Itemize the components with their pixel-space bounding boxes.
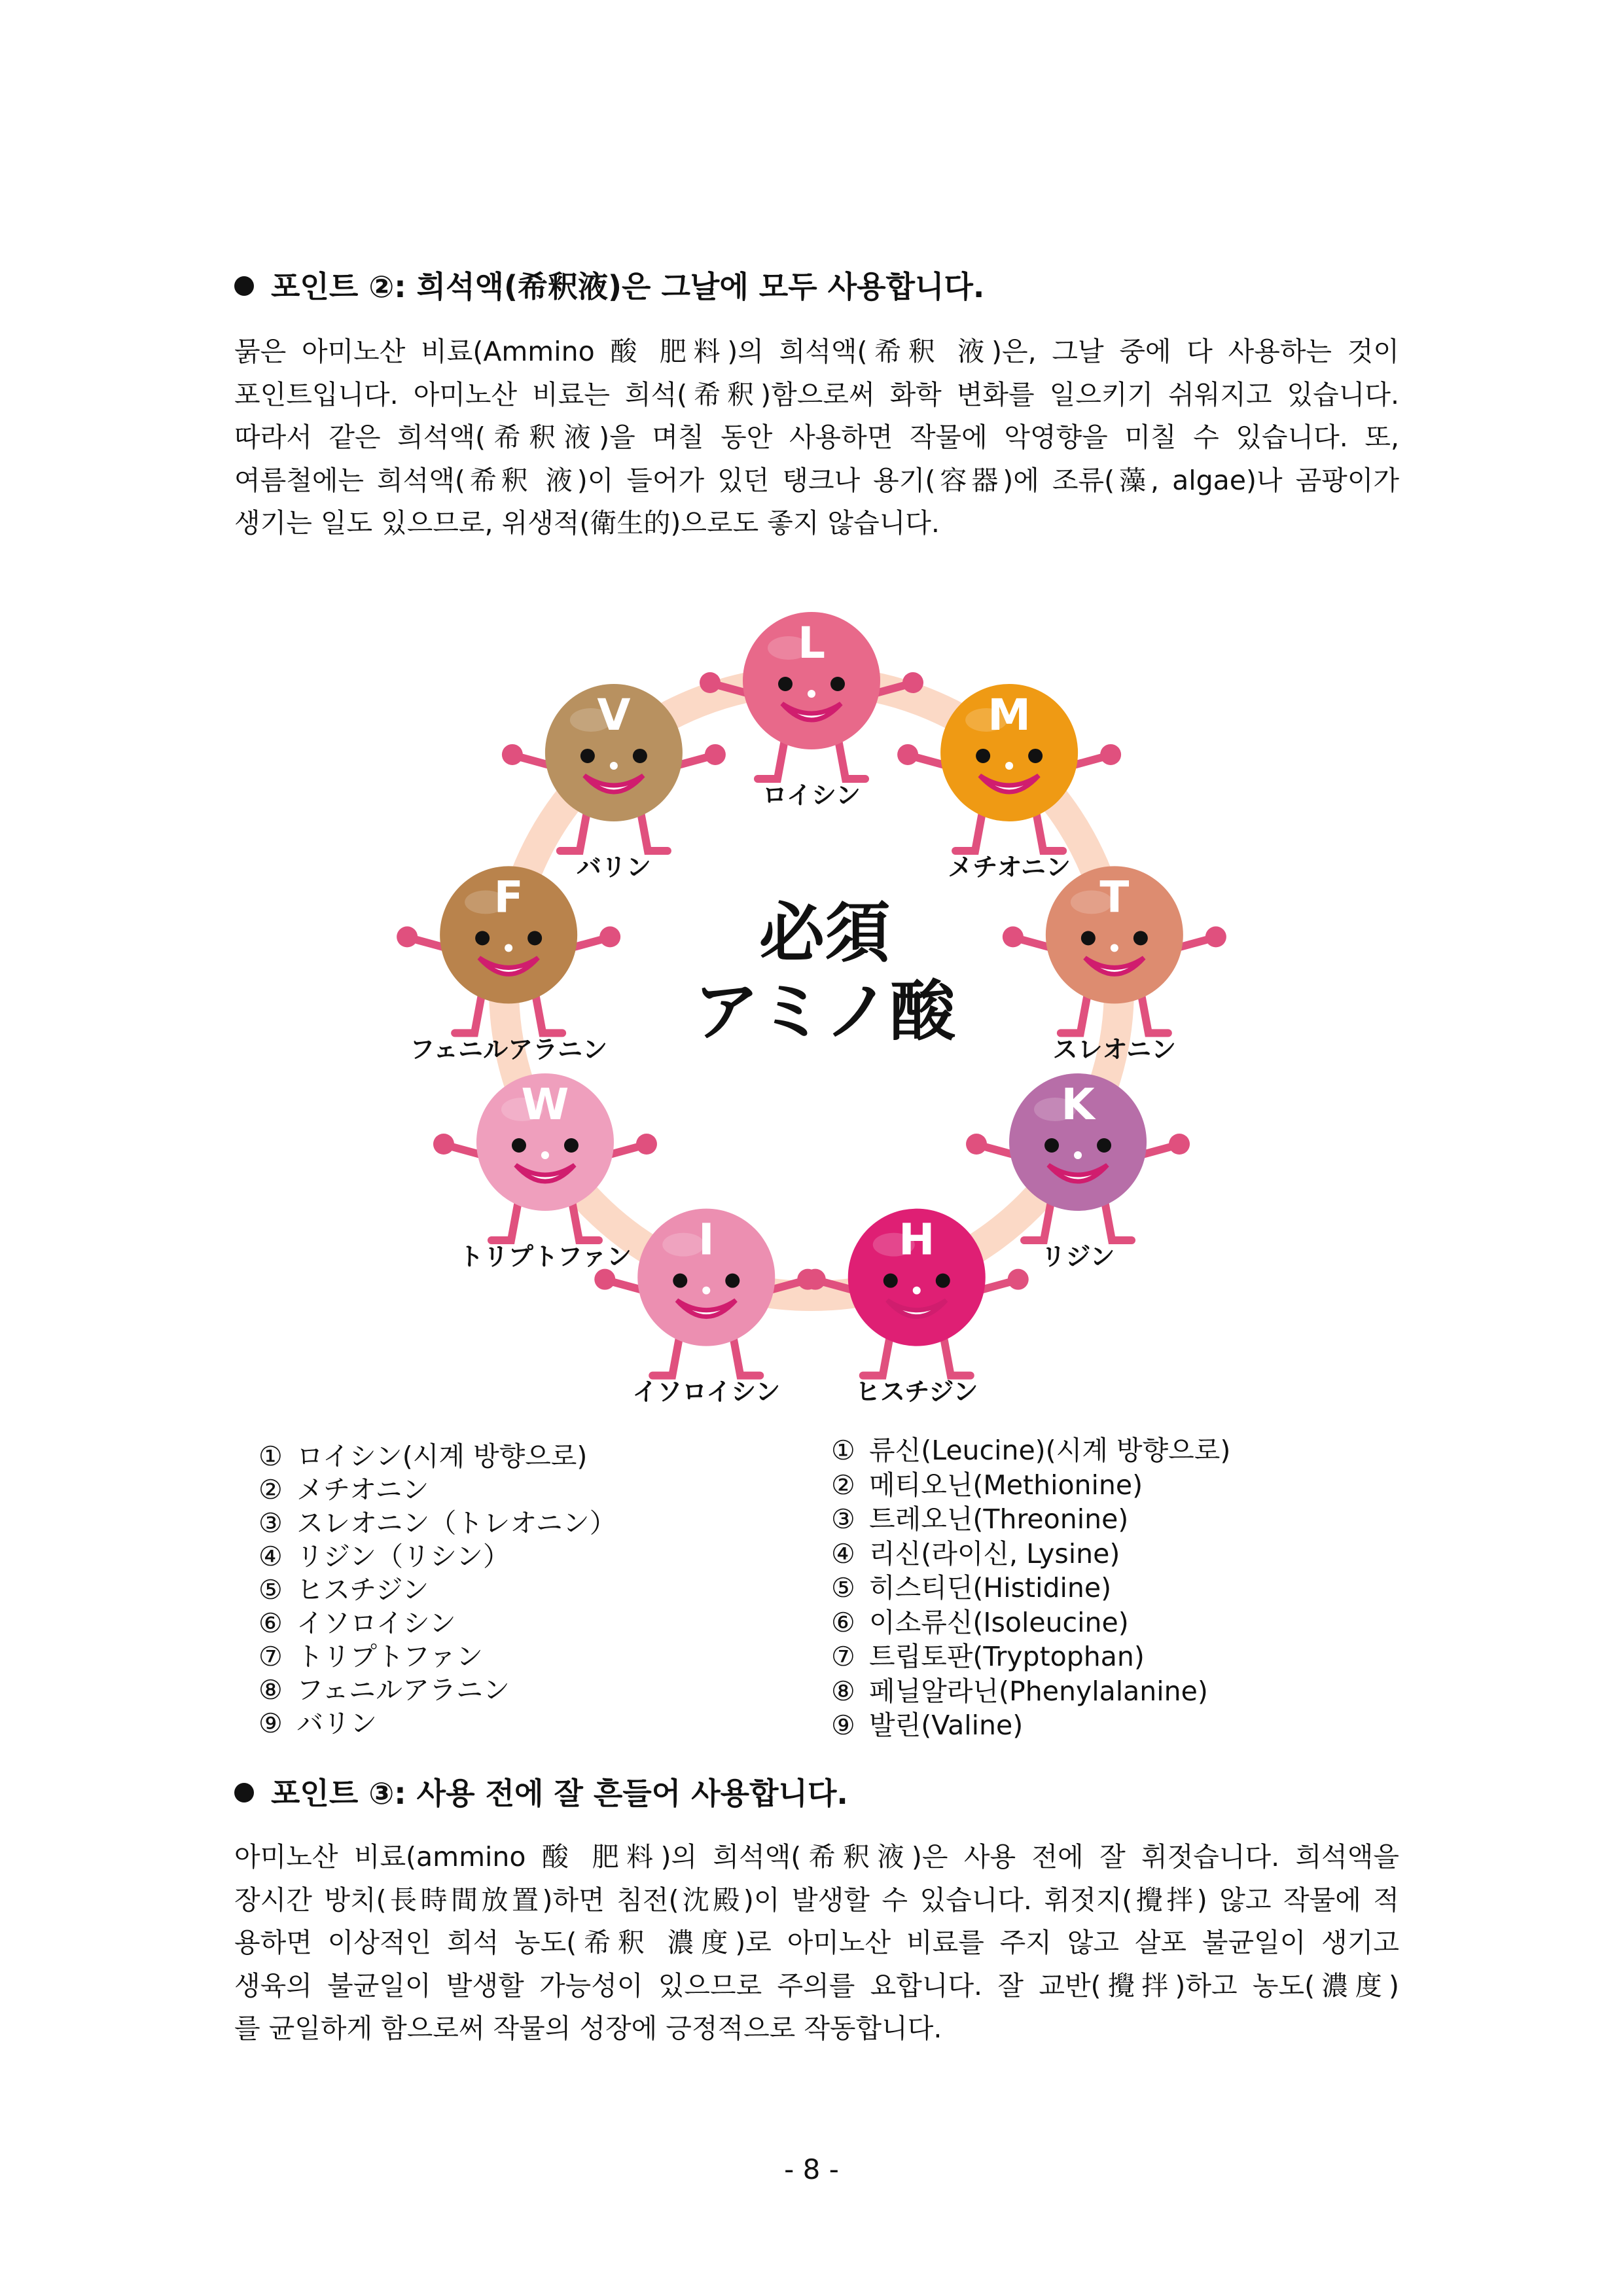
paragraph-line: 포인트입니다. 아미노산 비료는 희석(希釈)함으로써 화학 변화를 일으키기 쉬워지고 있습니다. bbox=[234, 378, 1399, 410]
paragraph-line: 용하면 이상적인 희석 농도(希釈 濃度)로 아미노산 비료를 주지 않고 살포 불균일이 생기고 bbox=[234, 1927, 1399, 1958]
nose bbox=[808, 690, 815, 698]
left-hand bbox=[897, 744, 918, 765]
amino-letter: I bbox=[698, 1214, 715, 1265]
left-leg bbox=[1061, 990, 1088, 1033]
left-hand bbox=[594, 1269, 615, 1290]
right-leg bbox=[943, 1333, 971, 1376]
bullet-icon bbox=[234, 1783, 254, 1803]
right-eye bbox=[936, 1274, 950, 1288]
amino-character-l bbox=[700, 612, 923, 810]
paragraph-line: 여름철에는 희석액(希釈 液)이 들어가 있던 탱크나 용기(容器)에 조류(藻, algae)나 곰팡이가 bbox=[234, 464, 1399, 496]
right-leg bbox=[838, 736, 865, 779]
paragraph-line: 생육의 불균일이 발생할 가능성이 있으므로 주의를 요합니다. 잘 교반(攪拌)하고 농도(濃度) bbox=[234, 1969, 1399, 2001]
right-hand bbox=[797, 1269, 818, 1290]
point-3-paragraph bbox=[234, 1836, 1399, 2051]
nose bbox=[505, 944, 512, 952]
right-hand bbox=[636, 1134, 657, 1155]
amino-name-label: リジン bbox=[1041, 1242, 1115, 1271]
list-item: ① ロイシン(시계 방향으로) bbox=[259, 1441, 588, 1472]
amino-letter: V bbox=[597, 689, 631, 740]
list-item: ⑧ フェニルアラニン bbox=[259, 1674, 510, 1706]
list-item: ⑥ 이소류신(Isoleucine) bbox=[831, 1606, 1129, 1638]
left-eye bbox=[475, 931, 490, 945]
right-eye bbox=[830, 677, 845, 691]
right-eye bbox=[1097, 1138, 1111, 1153]
section-heading-point-2 bbox=[234, 267, 984, 306]
japanese-amino-list bbox=[259, 1440, 616, 1740]
right-eye bbox=[1028, 749, 1043, 763]
right-eye bbox=[564, 1138, 579, 1153]
amino-letter: K bbox=[1061, 1079, 1095, 1130]
paragraph-line: 아미노산 비료(ammino 酸 肥料)의 희석액(希釈液)은 사용 전에 잘 휘젓습니다. 희석액을 bbox=[234, 1841, 1399, 1873]
section-heading-text: 포인트 ③: 사용 전에 잘 흔들어 사용합니다. bbox=[271, 1776, 848, 1811]
right-hand bbox=[902, 672, 923, 693]
nose bbox=[1074, 1151, 1082, 1159]
amino-name-label: ロイシン bbox=[762, 781, 861, 810]
bullet-icon bbox=[234, 276, 254, 296]
list-item: ⑦ 트립토판(Tryptophan) bbox=[831, 1641, 1145, 1672]
right-hand bbox=[1169, 1134, 1190, 1155]
paragraph-line: 장시간 방치(長時間放置)하면 침전(沈殿)이 발생할 수 있습니다. 휘젓지(攪拌) 않고 작물에 적 bbox=[234, 1884, 1399, 1916]
point-2-paragraph bbox=[234, 331, 1399, 545]
korean-amino-list bbox=[831, 1433, 1230, 1743]
list-item: ④ 리신(라이신, Lysine) bbox=[831, 1537, 1120, 1570]
left-hand bbox=[966, 1134, 987, 1155]
list-item: ② メチオニン bbox=[259, 1474, 429, 1505]
left-leg bbox=[652, 1333, 680, 1376]
essential-amino-acids-figure bbox=[366, 563, 1257, 1433]
left-leg bbox=[455, 990, 482, 1033]
amino-name-label: イソロイシン bbox=[632, 1377, 781, 1407]
right-leg bbox=[640, 808, 668, 851]
amino-name-label: バリン bbox=[576, 852, 651, 882]
left-hand bbox=[502, 744, 523, 765]
nose bbox=[702, 1287, 710, 1295]
amino-name-label: メチオニン bbox=[948, 852, 1071, 882]
left-hand bbox=[433, 1134, 454, 1155]
right-leg bbox=[732, 1333, 760, 1376]
right-eye bbox=[527, 931, 542, 945]
amino-name-label: スレオニン bbox=[1052, 1035, 1177, 1064]
amino-name-label: トリプトファン bbox=[458, 1242, 632, 1271]
left-leg bbox=[758, 736, 785, 779]
paragraph-line: 생기는 일도 있으므로, 위생적(衛生的)으로도 좋지 않습니다. bbox=[234, 507, 940, 539]
nose bbox=[1111, 944, 1118, 952]
list-item: ⑨ 발린(Valine) bbox=[831, 1710, 1024, 1741]
amino-letter: F bbox=[493, 872, 524, 923]
right-leg bbox=[1141, 990, 1168, 1033]
left-eye bbox=[580, 749, 595, 763]
right-hand bbox=[1008, 1269, 1029, 1290]
right-eye bbox=[725, 1274, 740, 1288]
amino-letter: T bbox=[1099, 872, 1130, 923]
left-eye bbox=[512, 1138, 526, 1153]
list-item: ⑥ イソロイシン bbox=[259, 1607, 456, 1639]
right-eye bbox=[1133, 931, 1148, 945]
list-item: ④ リジン（リシン） bbox=[259, 1541, 510, 1572]
amino-letter: H bbox=[899, 1214, 935, 1265]
amino-name-label: ヒスチジン bbox=[855, 1377, 978, 1407]
list-item: ⑨ バリン bbox=[259, 1708, 377, 1739]
list-item: ③ 트레오닌(Threonine) bbox=[831, 1503, 1129, 1535]
page-number: - 8 - bbox=[784, 2153, 839, 2185]
left-hand bbox=[1003, 926, 1024, 947]
paragraph-line: 따라서 같은 희석액(希釈液)을 며칠 동안 사용하면 작물에 악영향을 미칠 수 있습니다. 또, bbox=[234, 422, 1399, 453]
right-hand bbox=[705, 744, 726, 765]
list-item: ③ スレオニン（トレオニン） bbox=[259, 1507, 616, 1539]
paragraph-line: 묽은 아미노산 비료(Ammino 酸 肥料)의 희석액(希釈 液)은, 그날 중에 다 사용하는 것이 bbox=[234, 336, 1399, 367]
center-title-line-1: 必須 bbox=[759, 895, 890, 971]
amino-letter: M bbox=[988, 689, 1031, 740]
left-eye bbox=[976, 749, 990, 763]
list-item: ② 메티오닌(Methionine) bbox=[831, 1469, 1143, 1501]
right-leg bbox=[1104, 1198, 1132, 1240]
amino-letter: L bbox=[797, 618, 826, 668]
list-item: ⑧ 페닐알라닌(Phenylalanine) bbox=[831, 1675, 1208, 1707]
left-hand bbox=[700, 672, 721, 693]
nose bbox=[541, 1151, 549, 1159]
list-item: ⑦ トリプトファン bbox=[259, 1641, 483, 1672]
nose bbox=[610, 762, 618, 770]
left-leg bbox=[863, 1333, 891, 1376]
right-hand bbox=[1100, 744, 1121, 765]
left-eye bbox=[1044, 1138, 1059, 1153]
list-item: ① 류신(Leucine)(시계 방향으로) bbox=[831, 1435, 1231, 1466]
right-hand bbox=[1205, 926, 1226, 947]
right-leg bbox=[535, 990, 562, 1033]
left-eye bbox=[1081, 931, 1096, 945]
amino-acid-ring-illustration bbox=[366, 563, 1257, 1433]
left-eye bbox=[883, 1274, 898, 1288]
left-leg bbox=[955, 808, 983, 851]
list-item: ⑤ ヒスチジン bbox=[259, 1574, 429, 1605]
list-item: ⑤ 히스티딘(Histidine) bbox=[831, 1572, 1112, 1604]
amino-letter: W bbox=[521, 1079, 569, 1130]
right-hand bbox=[599, 926, 620, 947]
paragraph-line: 를 균일하게 함으로써 작물의 성장에 긍정적으로 작동합니다. bbox=[234, 2013, 942, 2044]
nose bbox=[1005, 762, 1013, 770]
left-eye bbox=[778, 677, 793, 691]
right-eye bbox=[633, 749, 647, 763]
left-hand bbox=[397, 926, 418, 947]
section-heading-text: 포인트 ②: 희석액(希釈液)은 그날에 모두 사용합니다. bbox=[271, 269, 985, 304]
amino-name-label: フェニルアラニン bbox=[410, 1035, 608, 1064]
left-eye bbox=[673, 1274, 687, 1288]
nose bbox=[913, 1287, 921, 1295]
center-title-line-2: アミノ酸 bbox=[694, 973, 955, 1050]
section-heading-point-3 bbox=[234, 1774, 848, 1813]
left-leg bbox=[491, 1198, 519, 1240]
